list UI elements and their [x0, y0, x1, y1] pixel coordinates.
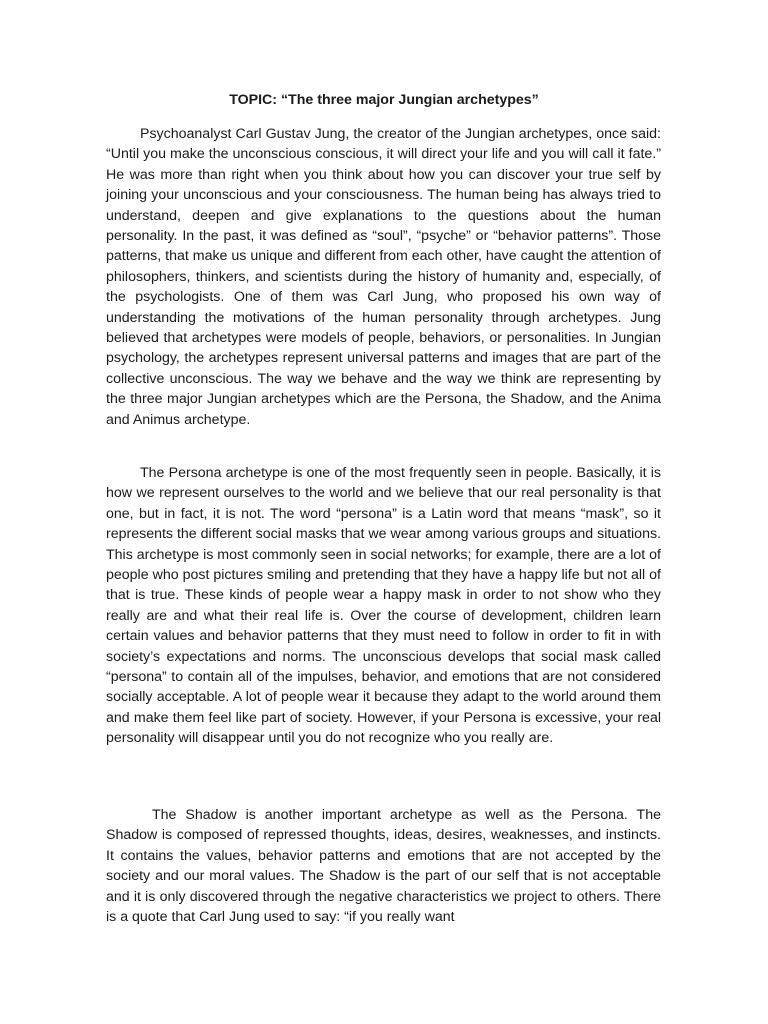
paragraph-shadow: The Shadow is another important archetype as well as the Persona. The Shadow is composed of repressed thoughts, ideas, desires, weaknesses, and instincts. It contains the values, behavior patterns and emotions that are not accepted by the society and our moral values. The Shadow is the part of our self that is not acceptable and it is only discovered through the negative characteristics we project to others. There is a quote that Carl Jung used to say: “if you really want [106, 807, 661, 926]
paragraph-introduction: Psychoanalyst Carl Gustav Jung, the creator of the Jungian archetypes, once said: “Until you make the unconscious conscious, it will direct your life and you will call it fate.” He was more than right when you think about how you can discover your true self by joining your unconscious and your consciousness. The human being has always tried to understand, deepen and give explanations to the questions about the human personality. In the past, it was defined as “soul”, “psyche” or “behavior patterns”. Those patterns, that make us unique and different from each other, have caught the attention of philosophers, thinkers, and scientists during the history of humanity and, especially, of the psychologists. One of them was Carl Jung, who proposed his own way of understanding the motivations of the human personality through archetypes. Jung believed that archetypes were models of people, behaviors, or personalities. In Jungian psychology, the archetypes represent universal patterns and images that are part of the collective unconscious. The way we behave and the way we think are representing by the three major Jungian archetypes which are the Persona, the Shadow, and the Anima and Animus archetype. [106, 126, 661, 428]
paragraph-persona: The Persona archetype is one of the most frequently seen in people. Basically, it is how we represent ourselves to the world and we believe that our real personality is that one, but in fact, it is not. The word “persona” is a Latin word that means “mask”, so it represents the different social masks that we wear among various groups and situations. This archetype is most commonly seen in social networks; for example, there are a lot of people who post pictures smiling and pretending that they have a happy life but not all of that is true. These kinds of people wear a happy mask in order to not show who they really are and what their real life is. Over the course of development, children learn certain values and behavior patterns that they must need to follow in order to fit in with society’s expectations and norms. The unconscious develops that social mask called “persona” to contain all of the impulses, behavior, and emotions that are not considered socially acceptable. A lot of people wear it because they adapt to the world around them and make them feel like part of society. However, if your Persona is excessive, your real personality will disappear until you do not recognize who you really are. [106, 465, 661, 747]
document-title: TOPIC: “The three major Jungian archetypes” [229, 92, 539, 108]
